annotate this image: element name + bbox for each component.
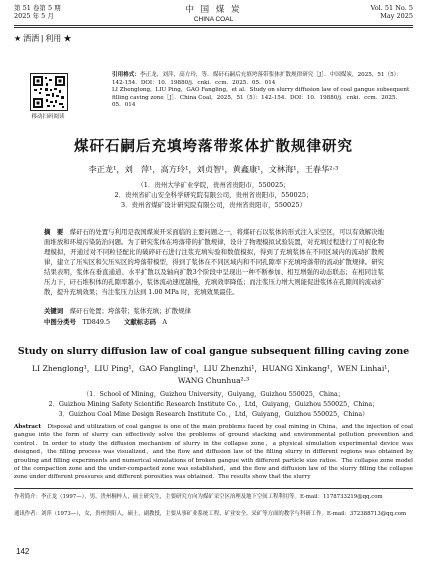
section-badge [14, 33, 73, 44]
star-icon: ★ [14, 34, 22, 43]
page-number: 142 [16, 547, 30, 556]
citation-en: LI Zhenglong，LIU Ping，GAO Fangling，et al．Study on slurry diffusion law of coal gangue subsequent filling caving zone［J］．China Coal，2025，51（5）：142-154．DOI：10．19880/j．cnki．ccm．2025．05．014 [112, 87, 410, 108]
header-right [371, 4, 413, 20]
section-divider: | [41, 34, 44, 43]
date-en: May 2025 [380, 12, 413, 20]
citation-label: 引用格式： [112, 72, 140, 78]
affiliation-cn-1: （1．贵州大学矿业学院，贵州省贵阳市，550025； [137, 181, 290, 189]
footnote-rule [14, 488, 413, 489]
date-cn: 2025 年 5 月 [14, 12, 54, 20]
volume-cn: 第 51 卷第 5 期 [14, 4, 61, 12]
doc-code-value: A [162, 318, 167, 326]
affiliation-en-3: 3．Guizhou Coal Mine Design Research Institute Co．，Ltd，Guiyang，Guizhou 550025，China） [58, 411, 369, 418]
clc-label: 中图分类号 [44, 318, 76, 326]
footnote-author-bio: 作者简介：李正龙（1997—），男，贵州桐梓人，硕士研究生，主要研究方向为煤矿采空区治理及地下空间工程利用等。E-mail：1178733219@qq.com [14, 494, 383, 500]
affiliation-en-1: （1．School of Mining，Guizhou University，Guiyang，Guizhou 550025，China； [82, 391, 345, 398]
keywords-cn [44, 306, 384, 316]
clc-value: TD849.5 [82, 318, 111, 326]
qr-code-icon[interactable] [30, 73, 68, 111]
keywords-cn-label: 关键词 [44, 307, 64, 315]
header-rule-thin [14, 27, 413, 28]
citation-cn: 李正龙，刘萍，高方玲，等．煤矸石嗣后充填垮落带浆体扩散规律研究［J］．中国煤炭，2025，51（5）：142-154．DOI：10．19880/j．cnki．ccm．2025．05．014 [112, 72, 403, 86]
classification-cn [44, 317, 384, 327]
abstract-cn-text: 煤矸石的处置与利用是我国煤炭开采面临的主要问题之一，将煤矸石以浆体的形式注入采空区，可以有效解决地面堆放和环境污染防治问题。为了研究浆体在垮落带的扩散规律，设计了物理模拟试验装置，对充填过程进行了可视化物理模拟，开通过对不同粒径配比的破碎矸石进行注浆充填实验和数值模拟，得到了充填浆体在不同区域内的流动扩散规律，建立了压实区和欠压实区的垮落带模型，得到了浆体在不同区域内和不同孔隙率下充填垮落带的流动扩散规律。研究结果表明，浆体在垂直通道、水平扩散以及轴向扩散3个阶段中呈现出一种不断参加、相互增强的动态联态；在相同注浆压力下，矸石堆积体的孔隙率越小，浆体流动速度越慢，充填效率降低；而注浆压力增大则能促进浆体在孔隙间的流动扩散，提升充填效果；当注浆压力达到 1.00 MPa 时，充填效果最佳。 [44, 228, 385, 296]
volume-en: Vol. 51 No. 5 [370, 4, 413, 12]
qr-code-graphic [31, 74, 67, 110]
star-icon-right: ★ [63, 34, 72, 43]
citation-block [112, 72, 412, 110]
keywords-cn-text: 煤矸石处置；垮落带；浆体充填；扩散规律 [69, 307, 191, 315]
abstract-en-text: Disposal and utilization of coal gangue is one of the main problems faced by coal mining in China，and the injection of coal gangue into the form of slurry can effectively solve the problems of ground stacking and environmental pollution prevention and control．In order to study the diffusion mechanism of slurry in the collapse zone，a physical simulation experimental device was designed，the filling process was visualized，and the flow and diffusion law of the filling slurry in different regions was obtained by grouting and filling experiments and numerical simulations of broken gangue with different particle size ratios．The collapse zone model of the compaction zone and the under-compacted zone was established，and the flow and diffusion law of the slurry filling the collapse zone under different pressures and different porosities was obtained．The results show that the slurry [14, 424, 413, 481]
section-word-b: 利用 [45, 34, 62, 43]
abstract-cn-label: 摘 要 [44, 228, 64, 236]
section-word-a: 洒洒 [23, 34, 40, 43]
journal-name-en: CHINA COAL [193, 16, 234, 23]
qr-caption: 移动扫码阅读 [31, 114, 65, 120]
title-en: Study on slurry diffusion law of coal gangue subsequent filling caving zone [17, 346, 410, 357]
affiliation-cn-3: 3．贵州省煤矿设计研究院有限公司，贵州省贵阳市，550025） [121, 201, 306, 209]
affiliation-en-2: 2．Guizhou Mining Safety Scientific Research Institute Co．，Ltd，Guiyang，Guizhou 550025，China； [48, 401, 379, 408]
footnote-corresponding-author: 通讯作者：刘萍（1973—），女，贵州贵阳人，硕士，副教授，主要从事矿业系统工程、矿业安全、采矿等方面的教学与科研工作。E-mail：372388713@qq.com [14, 511, 407, 517]
authors-cn: 李正龙¹，刘 萍¹，高方玲¹，刘贞智¹，黄鑫康¹，文林海¹，王春华²·³ [88, 164, 339, 174]
abstract-en-label: Abstract [14, 424, 41, 430]
abstract-cn [44, 227, 384, 297]
title-cn: 煤矸石嗣后充填垮落带浆体扩散规律研究 [74, 138, 353, 155]
affiliation-cn-2: 2．贵州省矿山安全科学研究院有限公司，贵州省贵阳市，550025； [114, 191, 313, 199]
abstract-en [14, 423, 413, 482]
header-rule [14, 25, 413, 26]
affiliations-en [0, 390, 427, 420]
header-center [0, 3, 427, 23]
doc-code-label: 文献标志码 [124, 318, 156, 326]
journal-name-cn: 中 国 煤 炭 [185, 5, 242, 15]
authors-en: LI Zhenglong¹，LIU Ping¹，GAO Fangling¹，LIU Zhenzhi¹，HUANG Xinkang¹，WEN Linhai¹，WANG Chunhua²·³ [32, 364, 395, 385]
affiliations-cn [0, 180, 427, 210]
